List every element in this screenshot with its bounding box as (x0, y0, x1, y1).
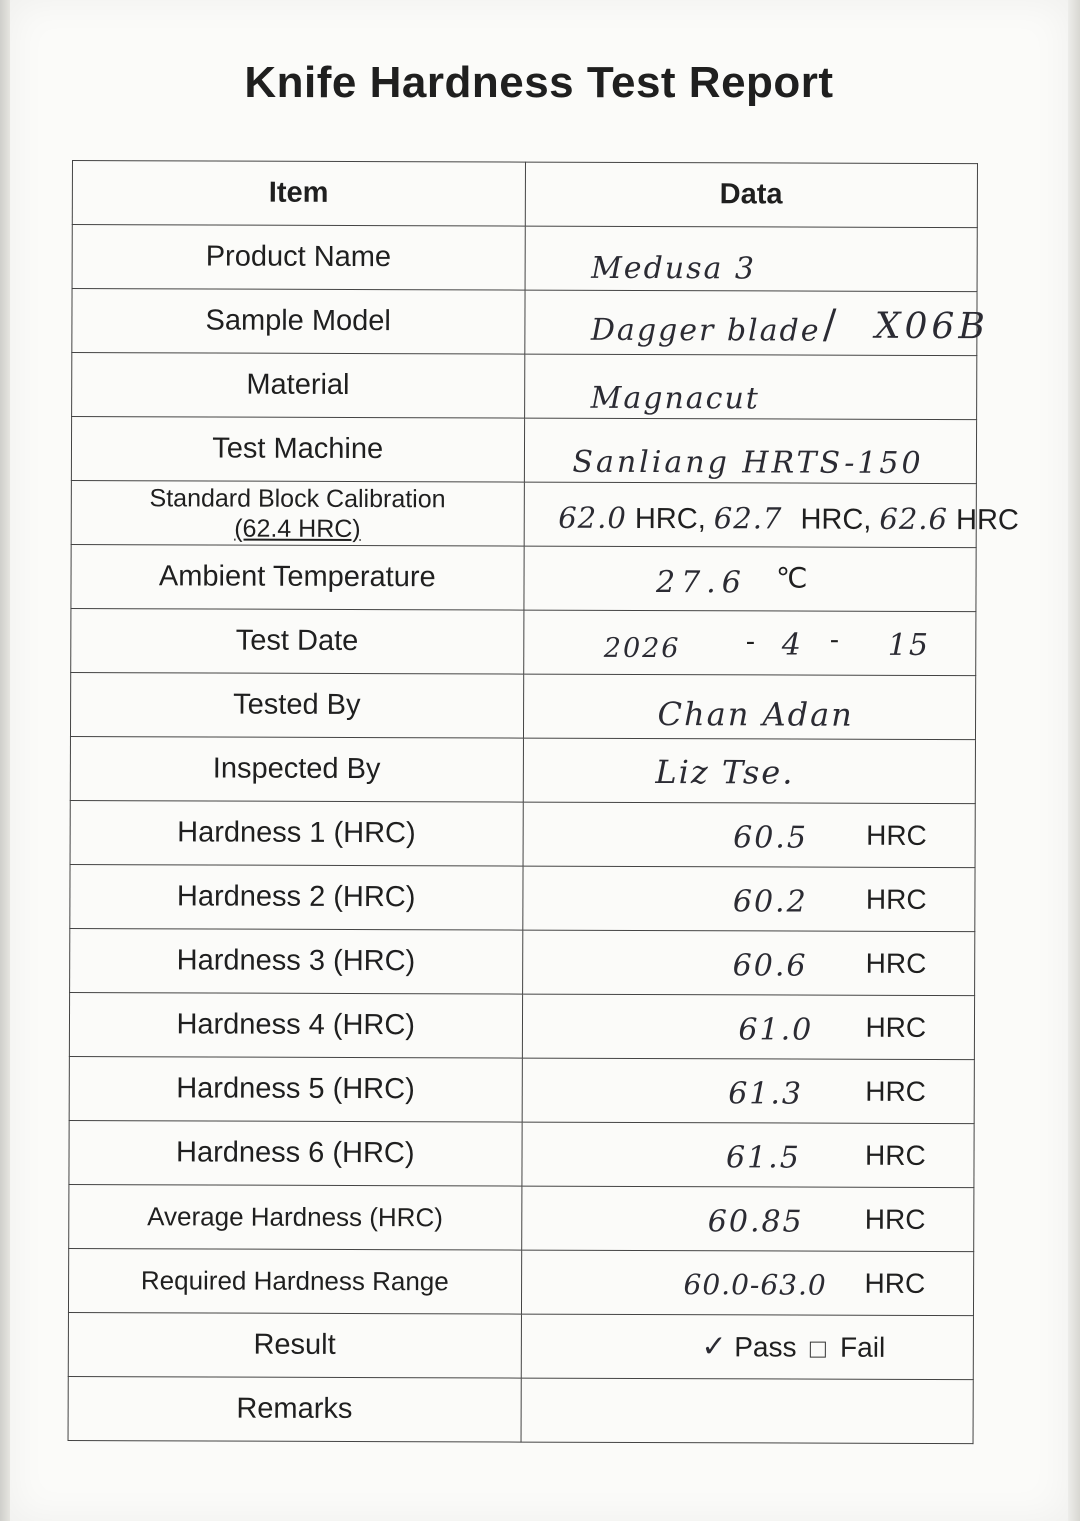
table-row (70, 864, 975, 931)
hardness-3-unit: HRC (865, 947, 927, 979)
calibration-unit-1: HRC, (634, 502, 706, 536)
test-date-month: 4 (781, 627, 803, 663)
test-machine-cell (524, 418, 977, 484)
tested-by-signature: Chan Adan (657, 695, 854, 734)
remarks-cell (521, 1378, 974, 1444)
hardness-1-cell (523, 802, 976, 868)
hardness-3-label: Hardness 3 (HRC) (70, 928, 523, 994)
table-row (70, 672, 975, 739)
result-label: Result (68, 1312, 521, 1378)
calibration-label-cell (71, 480, 524, 546)
table-row (71, 608, 976, 675)
product-name-value: Medusa 3 (591, 250, 757, 287)
inspected-by-label: Inspected By (70, 736, 523, 802)
test-machine-label: Test Machine (71, 417, 524, 483)
average-hardness-value: 60.85 (707, 1204, 804, 1240)
test-date-dash-2: - (829, 623, 840, 655)
table-row (68, 1312, 973, 1379)
hardness-2-cell (522, 866, 975, 932)
material-value: Magnacut (590, 380, 760, 417)
calibration-label: Standard Block Calibration (149, 483, 446, 513)
hardness-1-value: 60.5 (733, 820, 808, 856)
table-row (69, 1056, 974, 1123)
average-hardness-label: Average Hardness (HRC) (69, 1184, 522, 1250)
table-row (69, 1184, 974, 1251)
product-name-cell (525, 226, 978, 292)
hardness-4-cell (522, 994, 975, 1060)
product-name-label: Product Name (72, 225, 525, 291)
hardness-4-unit: HRC (865, 1011, 927, 1043)
hardness-6-unit: HRC (864, 1139, 926, 1171)
required-range-value: 60.0-63.0 (683, 1268, 827, 1302)
hardness-2-value: 60.2 (732, 884, 808, 920)
sample-model-label: Sample Model (72, 289, 525, 355)
inspected-by-cell (523, 738, 976, 804)
result-cell (521, 1314, 974, 1380)
table-row (68, 1248, 973, 1315)
hardness-3-value: 60.6 (732, 948, 808, 984)
temperature-label: Ambient Temperature (71, 544, 524, 610)
calibration-standard: (62.4 HRC) (234, 514, 361, 543)
test-date-year: 2026 (603, 632, 681, 665)
hardness-3-cell (522, 930, 975, 996)
calibration-value-1: 62.0 (558, 500, 627, 535)
temperature-cell (523, 546, 976, 612)
average-hardness-cell (521, 1186, 974, 1252)
result-options (701, 1329, 885, 1365)
required-range-label: Required Hardness Range (68, 1248, 521, 1314)
remarks-label: Remarks (68, 1376, 521, 1442)
test-machine-value: Sanliang HRTS-150 (572, 444, 924, 481)
hardness-2-unit: HRC (865, 883, 927, 915)
fail-checkbox-icon (810, 1341, 826, 1357)
header-item: Item (72, 161, 525, 227)
hardness-2-label: Hardness 2 (HRC) (70, 864, 523, 930)
report-sheet (10, 0, 1068, 1521)
hardness-5-cell (522, 1058, 975, 1124)
page-shadow-left (0, 0, 10, 1521)
temperature-value: 27.6 (655, 565, 747, 601)
hardness-4-value: 61.0 (738, 1012, 814, 1048)
calibration-value-3: 62.6 (879, 501, 949, 537)
table-row (70, 928, 975, 995)
required-range-unit: HRC (864, 1267, 926, 1299)
calibration-readings (558, 501, 1019, 538)
calibration-value-2: 62.7 (713, 501, 783, 536)
sample-model-separator: / (822, 301, 839, 348)
table-row (70, 800, 975, 867)
header-data: Data (525, 162, 978, 228)
page-shadow-right (1068, 0, 1080, 1521)
table-row (72, 289, 977, 356)
calibration-cell (524, 482, 1019, 548)
calibration-unit-3: HRC (956, 504, 1019, 537)
hardness-6-cell (521, 1122, 974, 1188)
test-date-label: Test Date (71, 608, 524, 674)
table-row (70, 736, 975, 803)
hardness-5-unit: HRC (865, 1075, 926, 1107)
hardness-5-value: 61.3 (728, 1076, 804, 1112)
hardness-4-label: Hardness 4 (HRC) (69, 992, 522, 1058)
inspected-by-signature: Liz Tse. (655, 753, 795, 792)
hardness-5-label: Hardness 5 (HRC) (69, 1056, 522, 1122)
tested-by-cell (523, 674, 976, 740)
sample-model-cell (524, 290, 989, 356)
table-row (68, 1376, 973, 1443)
hardness-1-label: Hardness 1 (HRC) (70, 800, 523, 866)
material-cell (524, 354, 977, 420)
sample-model-code: X06B (874, 305, 989, 348)
average-hardness-unit: HRC (864, 1203, 926, 1235)
sample-model-value: Dagger blade (590, 312, 821, 349)
test-date-dash-1: - (745, 625, 756, 657)
hardness-6-value: 61.5 (725, 1140, 801, 1176)
table-row (69, 992, 974, 1059)
tested-by-label: Tested By (70, 672, 523, 738)
table-row (71, 417, 976, 484)
table-row (71, 480, 976, 547)
table-row (69, 1120, 974, 1187)
table-header-row (72, 161, 977, 228)
hardness-1-unit: HRC (866, 819, 927, 851)
report-title: Knife Hardness Test Report (244, 58, 834, 107)
calibration-unit-2: HRC, (800, 503, 872, 536)
required-range-cell (521, 1250, 974, 1316)
report-table (68, 160, 1019, 1444)
test-date-day: 15 (887, 627, 931, 663)
table-row (72, 225, 977, 292)
table-row (72, 353, 977, 420)
material-label: Material (72, 353, 525, 419)
test-date-cell (523, 610, 976, 676)
table-row (71, 544, 976, 611)
result-pass-label: Pass (734, 1331, 797, 1363)
pass-checkbox-checked-icon: ✓ (701, 1330, 727, 1364)
temperature-unit: ℃ (775, 562, 808, 594)
result-fail-label: Fail (840, 1331, 886, 1363)
hardness-6-label: Hardness 6 (HRC) (69, 1120, 522, 1186)
